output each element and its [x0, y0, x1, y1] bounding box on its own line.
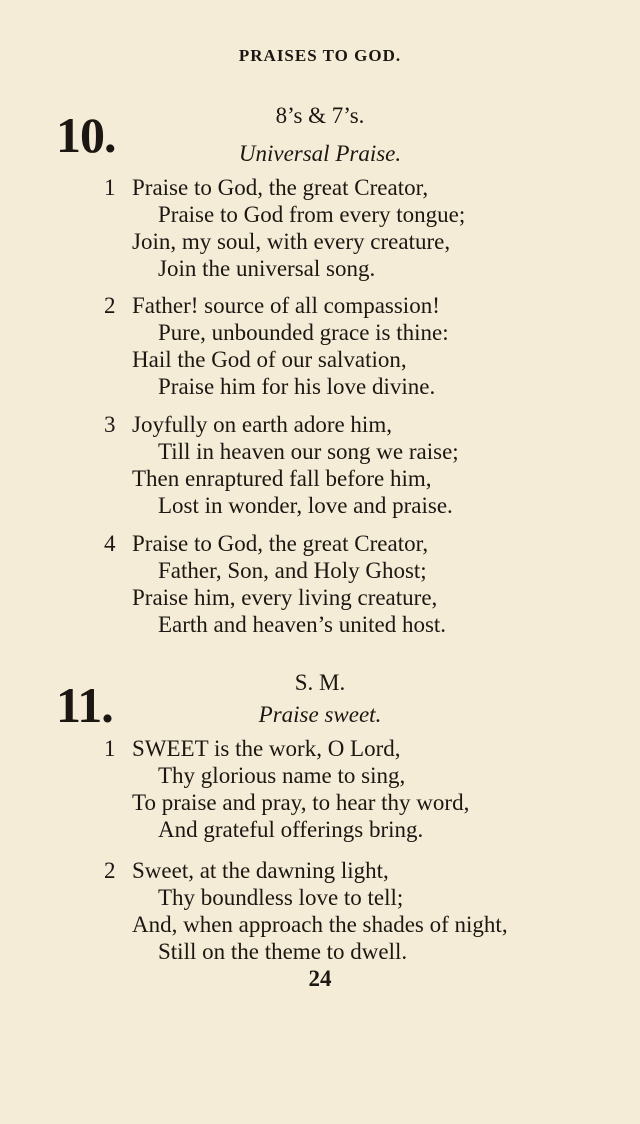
verse-line: Thy boundless love to tell;	[158, 885, 404, 910]
verse-line: Sweet, at the dawning light,	[132, 858, 389, 883]
verse-line: Join the universal song.	[158, 256, 376, 281]
stanza-number: 1	[104, 736, 116, 761]
verse-line: Praise to God from every tongue;	[158, 202, 466, 227]
verse-line: SWEET is the work, O Lord,	[132, 736, 401, 761]
verse-line: Join, my soul, with every creature,	[132, 229, 451, 254]
verse-line: And, when approach the shades of night,	[132, 912, 508, 937]
verse-line: Lost in wonder, love and praise.	[158, 493, 453, 518]
verse-line: Then enraptured fall before him,	[132, 466, 432, 491]
hymn-meter: S. M.	[294, 670, 346, 695]
verse-line: Praise him for his love divine.	[158, 374, 436, 399]
page-number: 24	[308, 966, 332, 991]
stanza-number: 2	[104, 293, 116, 318]
verse-line: Father, Son, and Holy Ghost;	[158, 558, 427, 583]
verse-line: Earth and heaven’s united host.	[158, 612, 447, 637]
verse-line: Hail the God of our salvation,	[132, 347, 407, 372]
verse-line: Joyfully on earth adore him,	[132, 412, 392, 437]
stanza-number: 3	[104, 412, 116, 437]
hymn-number: 11.	[56, 677, 113, 733]
verse-line: Praise to God, the great Creator,	[132, 175, 429, 200]
hymn-title: Praise sweet.	[258, 702, 382, 727]
verse-line: To praise and pray, to hear thy word,	[132, 790, 470, 815]
verse-line: And grateful offerings bring.	[158, 817, 424, 842]
stanza-number: 4	[104, 531, 116, 556]
verse-line: Till in heaven our song we raise;	[158, 439, 459, 464]
running-head: PRAISES TO GOD.	[238, 46, 402, 65]
hymn-meter: 8’s & 7’s.	[275, 103, 365, 128]
verse-line: Thy glorious name to sing,	[158, 763, 406, 788]
stanza-number: 2	[104, 858, 116, 883]
verse-line: Father! source of all compassion!	[132, 293, 440, 318]
verse-line: Still on the theme to dwell.	[158, 939, 408, 964]
hymn-title: Universal Praise.	[238, 141, 402, 166]
verse-line: Praise to God, the great Creator,	[132, 531, 429, 556]
hymn-number: 10.	[56, 107, 116, 163]
stanza-number: 1	[104, 175, 116, 200]
verse-line: Praise him, every living creature,	[132, 585, 438, 610]
verse-line: Pure, unbounded grace is thine:	[158, 320, 449, 345]
